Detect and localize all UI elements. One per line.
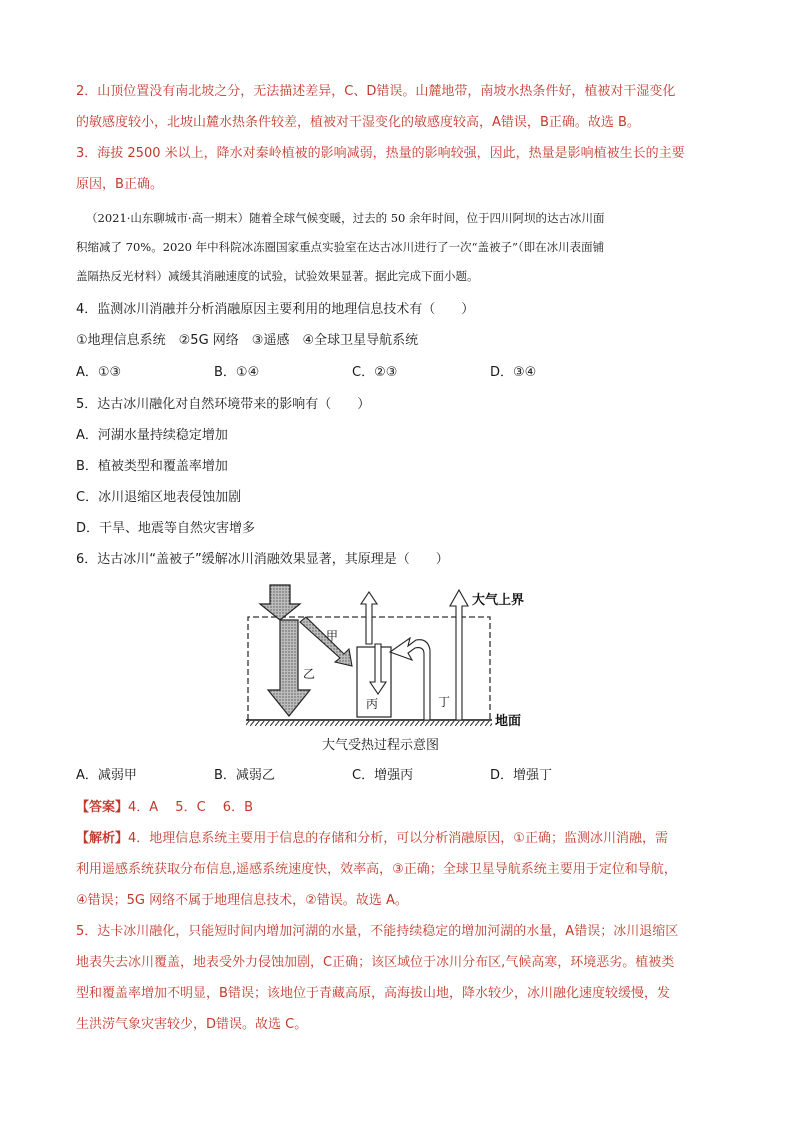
analysis-line1: 【解析】4．地理信息系统主要用于信息的存储和分析，可以分析消融原因，①正确；监测冰川消融，需 [76,831,668,846]
q2-explanation-line1: 2．山顶位置没有南北坡之分，无法描述差异，C、D错误。山麓地带，南坡水热条件好，植被对干湿变化 [76,84,676,99]
analysis-q5-line1: 5．达卡冰川融化，只能短时间内增加河湖的水量，不能持续稳定的增加河湖的水量，A错误；冰川退缩区 [76,924,679,939]
q5-option-a: A．河湖水量持续稳定增加 [76,428,228,443]
q3-explanation-line1: 3．海拔 2500 米以上，降水对秦岭植被的影响减弱，热量的影响较强，因此，热量是影响植被生长的主要 [76,146,685,161]
diagram-caption: 大气受热过程示意图 [322,738,440,753]
q3-explanation-line2: 原因，B正确。 [76,177,163,192]
analysis-line2: 利用遥感系统获取分布信息,遥感系统速度快，效率高，③正确；全球卫星导航系统主要用于定位和导航， [76,862,677,877]
analysis-line3: ④错误；5G 网络不属于地理信息技术，②错误。故选 A。 [76,893,408,908]
q4-option-a: A．①③ [76,365,122,380]
analysis-q5-line3: 型和覆盖率增加不明显，B错误；该地位于青藏高原，高海拔山地，降水较少，冰川融化速度较缓慢，发 [76,986,670,1001]
q4-stem: 4．监测冰川消融并分析消融原因主要利用的地理信息技术有（ ） [76,302,475,317]
q4-items: ①地理信息系统 ②5G 网络 ③遥感 ④全球卫星导航系统 [76,333,419,348]
q5-option-c: C．冰川退缩区地表侵蚀加剧 [76,490,242,505]
label-ground: 地面 [495,714,522,729]
answer-line: 【答案】4．A 5．C 6．B [76,800,253,815]
q5-option-d: D．干旱、地震等自然灾害增多 [76,521,256,536]
analysis-q5-line4: 生洪涝气象灾害较少，D错误。故选 C。 [76,1017,308,1032]
passage-line3: 盖隔热反光材料）减缓其消融速度的试验，试验效果显著。据此完成下面小题。 [76,269,479,283]
analysis-q5-line2: 地表失去冰川覆盖，地表受外力侵蚀加剧，C正确；该区域位于冰川分布区,气候高寒，环境恶劣。植被类 [76,955,675,970]
q4-option-d: D．③④ [490,365,537,380]
arrow-to-top [450,590,468,720]
label-top-of-atmosphere: 大气上界 [472,593,525,608]
q5-option-b: B．植被类型和覆盖率增加 [76,459,228,474]
q4-option-c: C．②③ [352,365,398,380]
arrow-bing-up [361,592,377,644]
incoming-radiation-arrow [260,585,300,620]
passage-line2: 积缩减了 70%。2020 年中科院冰冻圈国家重点实验室在达古冰川进行了一次“盖被子”（即在冰川表面铺 [76,240,605,254]
q6-option-b: B．减弱乙 [214,768,275,783]
q2-explanation-line2: 的敏感度较小，北坡山麓水热条件较差，植被对干湿变化的敏感度较高，A错误，B正确。故选 B。 [76,115,640,130]
label-bing: 丙 [366,697,379,711]
q6-option-c: C．增强丙 [352,768,414,783]
atmosphere-heating-diagram [240,582,540,762]
label-ding: 丁 [438,695,451,709]
q6-option-d: D．增强丁 [490,768,553,783]
arrow-ding [390,638,430,720]
passage-line1: （2021·山东聊城市·高一期末）随着全球气候变暖，过去的 50 余年时间，位于四川阿坝的达古冰川面 [86,211,605,225]
label-jia: 甲 [326,629,339,643]
q6-option-a: A．减弱甲 [76,768,137,783]
label-yi: 乙 [303,667,316,681]
q4-option-b: B．①④ [214,365,260,380]
ground-hatch [246,721,492,726]
q6-stem: 6．达古冰川“盖被子”缓解冰川消融效果显著，其原理是（ ） [76,552,449,567]
q5-stem: 5．达古冰川融化对自然环境带来的影响有（ ） [76,397,371,412]
